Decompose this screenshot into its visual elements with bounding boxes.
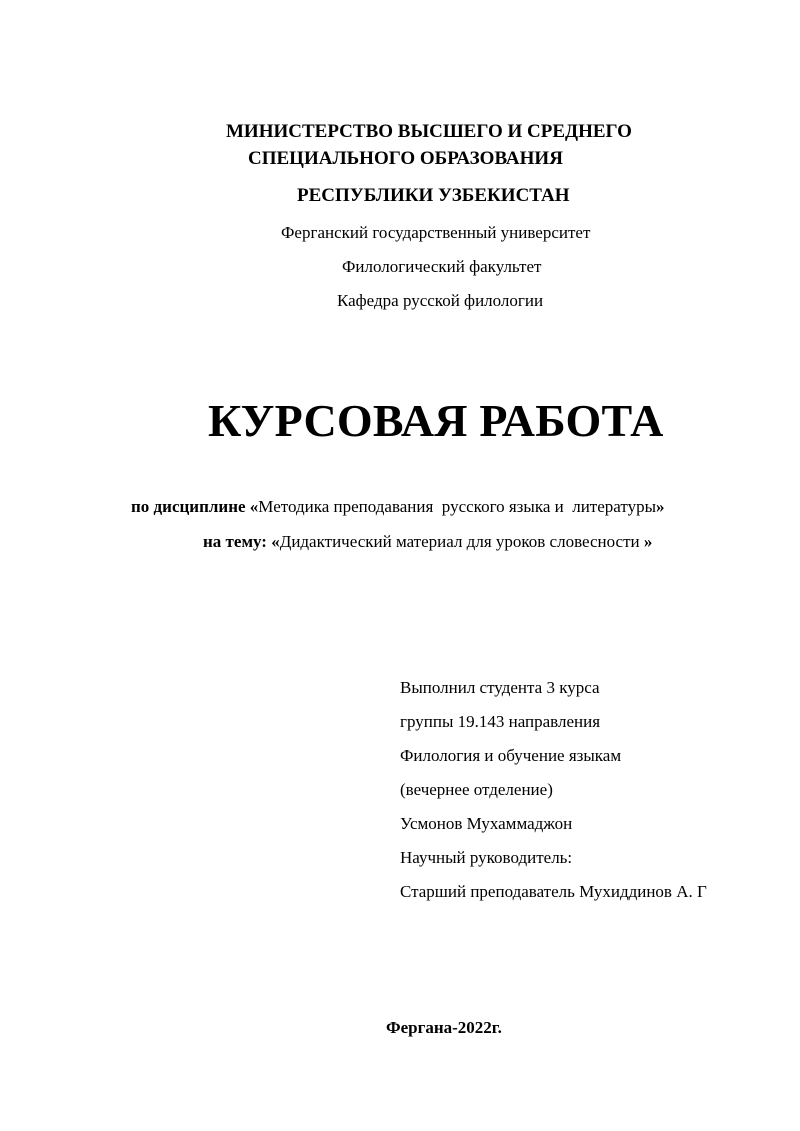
supervisor-label: Научный руководитель:	[400, 848, 573, 867]
supervisor-name: Старший преподаватель Мухиддинов А. Г	[400, 882, 707, 901]
author-line-4: (вечернее отделение)	[400, 780, 553, 799]
ministry-line-2: СПЕЦИАЛЬНОГО ОБРАЗОВАНИЯ	[248, 148, 563, 169]
author-line-1: Выполнил студента 3 курса	[400, 678, 600, 697]
ministry-line-1: МИНИСТЕРСТВО ВЫСШЕГО И СРЕДНЕГО	[226, 121, 632, 142]
republic-line: РЕСПУБЛИКИ УЗБЕКИСТАН	[297, 185, 570, 206]
department-name: Кафедра русской филологии	[337, 291, 544, 310]
author-line-2: группы 19.143 направления	[400, 712, 601, 731]
discipline-open-quote: «	[249, 497, 259, 516]
city-year: Фергана-2022г.	[386, 1018, 502, 1037]
discipline-label: по дисциплине	[131, 497, 246, 516]
university-name: Ферганский государственный университет	[281, 223, 591, 242]
author-line-5: Усмонов Мухаммаджон	[400, 814, 573, 833]
discipline-close-quote: »	[656, 497, 665, 516]
discipline-value: Методика преподавания русского языка и литературы	[258, 497, 657, 516]
page-title: КУРСОВАЯ РАБОТА	[208, 395, 664, 446]
topic-value: Дидактический материал для уроков словесности	[279, 532, 644, 551]
topic-label: на тему:	[203, 532, 267, 551]
faculty-name: Филологический факультет	[342, 257, 542, 276]
topic-close-quote: »	[643, 532, 653, 551]
discipline-line	[131, 497, 665, 517]
author-line-3: Филология и обучение языкам	[400, 746, 622, 765]
topic-open-quote: «	[271, 532, 280, 551]
topic-line	[203, 532, 652, 552]
